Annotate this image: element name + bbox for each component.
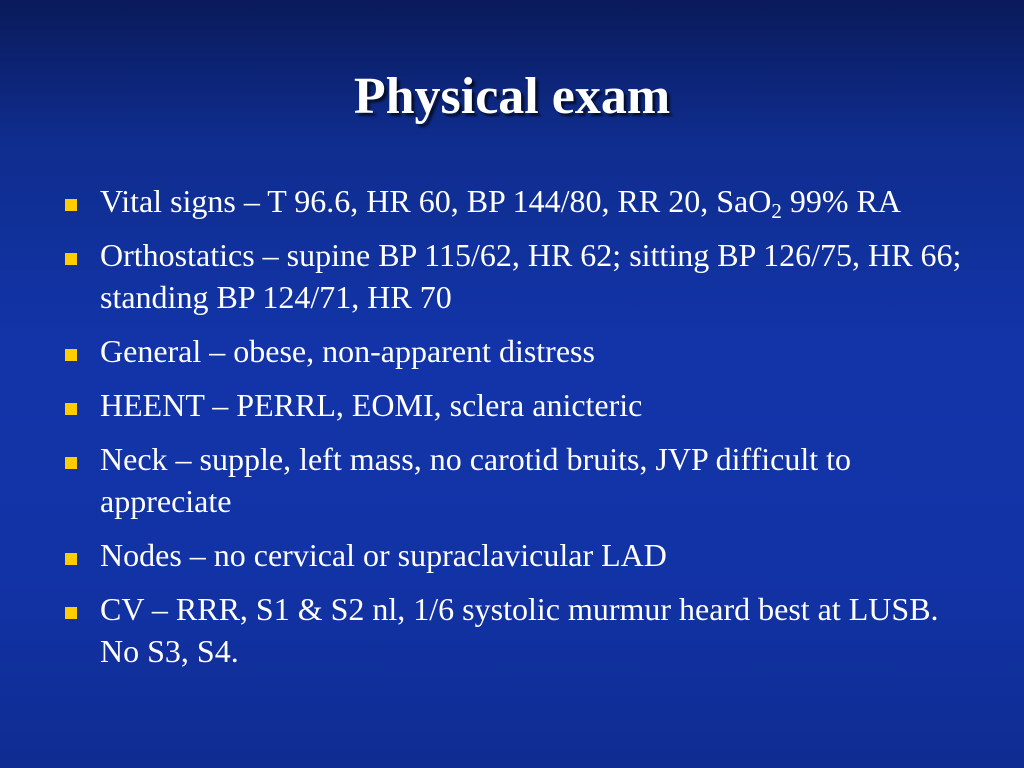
square-bullet-icon bbox=[65, 199, 77, 211]
bullet-item-neck bbox=[60, 438, 970, 522]
bullet-text: Orthostatics – supine BP 115/62, HR 62; sitting BP 126/75, HR 66; standing BP 124/71, HR 70 bbox=[100, 237, 962, 315]
bullet-item-nodes bbox=[60, 534, 970, 576]
square-bullet-icon bbox=[65, 253, 77, 265]
bullet-text: Vital signs – T 96.6, HR 60, BP 144/80, RR 20, SaO bbox=[100, 183, 772, 219]
bullet-text: CV – RRR, S1 & S2 nl, 1/6 systolic murmur heard best at LUSB. No S3, S4. bbox=[100, 591, 939, 669]
bullet-item-general bbox=[60, 330, 970, 372]
bullet-item-vital-signs bbox=[60, 180, 970, 222]
bullet-list bbox=[60, 180, 970, 684]
bullet-text-continued: 99% RA bbox=[781, 183, 901, 219]
subscript-text: 2 bbox=[771, 199, 782, 223]
bullet-item-cv bbox=[60, 588, 970, 672]
bullet-text: Neck – supple, left mass, no carotid bruits, JVP difficult to appreciate bbox=[100, 441, 851, 519]
square-bullet-icon bbox=[65, 403, 77, 415]
square-bullet-icon bbox=[65, 607, 77, 619]
bullet-item-heent bbox=[60, 384, 970, 426]
square-bullet-icon bbox=[65, 553, 77, 565]
slide-title: Physical exam bbox=[353, 68, 671, 125]
bullet-text: General – obese, non-apparent distress bbox=[100, 333, 595, 369]
bullet-item-orthostatics bbox=[60, 234, 970, 318]
square-bullet-icon bbox=[65, 457, 77, 469]
square-bullet-icon bbox=[65, 349, 77, 361]
bullet-text: Nodes – no cervical or supraclavicular LAD bbox=[100, 537, 667, 573]
bullet-text: HEENT – PERRL, EOMI, sclera anicteric bbox=[100, 387, 643, 423]
